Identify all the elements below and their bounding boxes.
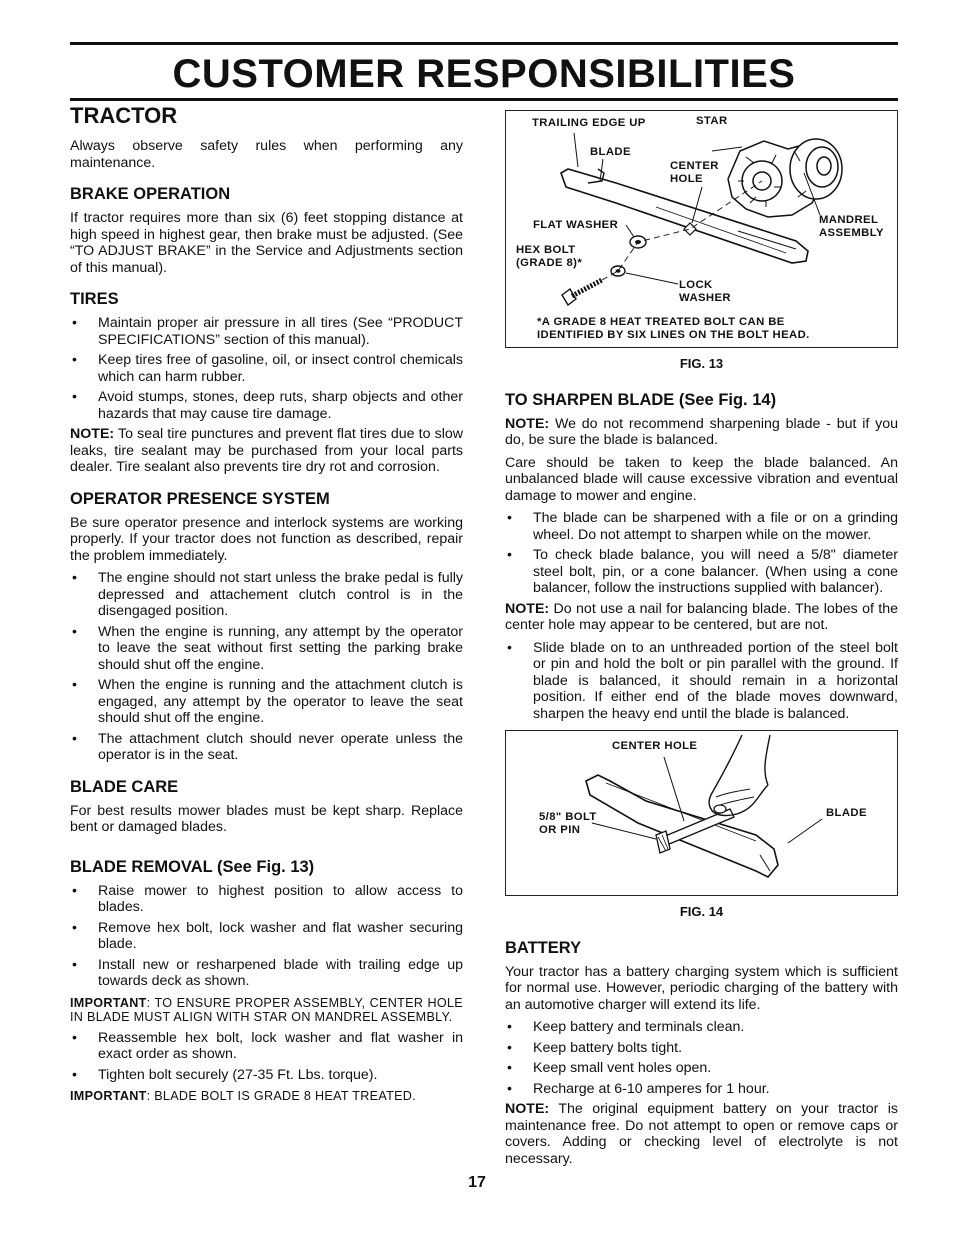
- label-center-hole: CENTER HOLE: [612, 740, 698, 752]
- list-item: • Tighten bolt securely (27-35 Ft. Lbs. torque).: [70, 1067, 463, 1084]
- note-text: We do not recommend sharpening blade - but if you do, be sure the blade is balanced.: [505, 415, 898, 448]
- sharpen-list-2: [505, 640, 898, 723]
- title-rule: [70, 98, 898, 101]
- label-mandrel-2: ASSEMBLY: [819, 227, 884, 239]
- list-item: • Keep battery and terminals clean.: [505, 1019, 898, 1036]
- figure-14: [505, 730, 898, 896]
- note-text: To seal tire punctures and prevent flat tires due to slow leaks, tire sealant may be purchased from your local parts dealer. Tire sealant also prevents tire dry rot and corrosion.: [70, 426, 463, 475]
- note-label: NOTE:: [505, 415, 550, 432]
- list-item: • The attachment clutch should never operate unless the operator is in the seat.: [70, 731, 463, 764]
- label-trailing-edge: TRAILING EDGE UP: [532, 117, 646, 129]
- figure-13-caption: FIG. 13: [679, 356, 724, 371]
- important-label: IMPORTANT: [70, 1089, 147, 1103]
- top-rule: [70, 42, 898, 45]
- list-item: • Maintain proper air pressure in all tires (See “PRODUCT SPECIFICATIONS” section of this manual).: [70, 315, 463, 348]
- battery-note: [505, 1101, 898, 1167]
- label-center-hole-1: CENTER: [670, 160, 719, 172]
- label-hex-bolt-2: (GRADE 8)*: [516, 257, 583, 269]
- blade-care-text: For best results mower blades must be kept sharp. Replace bent or damaged blades.: [70, 802, 463, 835]
- label-blade: BLADE: [826, 807, 867, 819]
- list-item: • Slide blade on to an unthreaded portion of the steel bolt or pin and hold the bolt or pin parallel with the ground. If blade is balanced, it should remain in a horizontal position. If either end of the blade moves downward, sharpen the heavy end until the blade is balanced.: [505, 640, 898, 723]
- label-mandrel-1: MANDREL: [819, 214, 879, 226]
- list-item: • Keep battery bolts tight.: [505, 1040, 898, 1057]
- ops-list: [70, 570, 463, 764]
- heading-battery: BATTERY: [505, 938, 582, 957]
- list-item: • Keep tires free of gasoline, oil, or insect control chemicals which can harm rubber.: [70, 352, 463, 385]
- battery-list: [505, 1019, 898, 1097]
- label-hex-bolt-1: HEX BOLT: [516, 244, 576, 256]
- heading-blade-care: BLADE CARE: [70, 777, 179, 796]
- label-blade: BLADE: [590, 146, 631, 158]
- note-label: NOTE:: [505, 1101, 550, 1117]
- sharpen-note-2: [505, 601, 898, 634]
- list-item: • Reassemble hex bolt, lock washer and flat washer in exact order as shown.: [70, 1030, 463, 1063]
- heading-brake-operation: BRAKE OPERATION: [70, 185, 231, 203]
- heading-blade-removal: BLADE REMOVAL (See Fig. 13): [70, 857, 315, 876]
- heading-sharpen-blade: TO SHARPEN BLADE (See Fig. 14): [505, 390, 777, 409]
- label-lock-washer-1: LOCK: [679, 279, 713, 291]
- list-item: • The blade can be sharpened with a file or on a grinding wheel. Do not attempt to sharpen while on the mower.: [505, 510, 898, 543]
- figure-14-caption: FIG. 14: [679, 904, 724, 919]
- right-column: [505, 110, 898, 1173]
- section-title-tractor: TRACTOR: [70, 103, 178, 128]
- page-number: 17: [468, 1174, 486, 1191]
- important-assembly: [70, 996, 463, 1024]
- label-center-hole-2: HOLE: [670, 173, 703, 185]
- note-text: The original equipment battery on your tractor is maintenance free. Do not attempt to open or remove caps or covers. Adding or checking level of electrolyte is not necessary.: [505, 1101, 898, 1167]
- page-title: CUSTOMER RESPONSIBILITIES: [172, 52, 796, 96]
- list-item: • When the engine is running, any attempt by the operator to leave the seat without first setting the parking brake should shut off the engine.: [70, 624, 463, 674]
- heading-tires: TIRES: [70, 290, 119, 308]
- sharpen-text: Care should be taken to keep the blade balanced. An unbalanced blade will cause excessive vibration and eventual damage to mower and engine.: [505, 454, 898, 504]
- footnote-line-2: IDENTIFIED BY SIX LINES ON THE BOLT HEAD.: [537, 329, 810, 341]
- label-flat-washer: FLAT WASHER: [533, 219, 619, 231]
- battery-text: Your tractor has a battery charging system which is sufficient for normal use. However, periodic charging of the battery with an automotive charger will extend its life.: [505, 963, 898, 1013]
- list-item: • To check blade balance, you will need a 5/8" diameter steel bolt, pin, or a cone balancer. (When using a cone balancer, follow the instructions supplied with balancer).: [505, 547, 898, 597]
- label-star: STAR: [696, 115, 728, 127]
- removal-list: [70, 883, 463, 990]
- list-item: • Remove hex bolt, lock washer and flat washer securing blade.: [70, 920, 463, 953]
- important-grade8: [70, 1089, 463, 1103]
- list-item: • Install new or resharpened blade with trailing edge up towards deck as shown.: [70, 957, 463, 990]
- left-column: [70, 104, 463, 1109]
- footnote-line-1: *A GRADE 8 HEAT TREATED BOLT CAN BE: [537, 316, 785, 328]
- sharpen-list: [505, 510, 898, 597]
- list-item: • Recharge at 6-10 amperes for 1 hour.: [505, 1081, 898, 1098]
- removal-list-2: [70, 1030, 463, 1084]
- intro-text: Always observe safety rules when performing any maintenance.: [70, 138, 463, 171]
- tires-list: [70, 315, 463, 422]
- list-item: • When the engine is running and the attachment clutch is engaged, any attempt by the operator to leave the seat should shut off the engine.: [70, 677, 463, 727]
- figure-13: [505, 110, 898, 348]
- label-bolt-2: OR PIN: [539, 824, 581, 836]
- note-label: NOTE:: [505, 600, 550, 617]
- list-item: • Raise mower to highest position to allow access to blades.: [70, 883, 463, 916]
- important-label: IMPORTANT: [70, 995, 147, 1010]
- note-text: Do not use a nail for balancing blade. The lobes of the center hole may appear to be centered, but are not.: [505, 600, 898, 633]
- label-bolt-1: 5/8" BOLT: [539, 811, 597, 823]
- important-text: : BLADE BOLT IS GRADE 8 HEAT TREATED.: [146, 1089, 416, 1103]
- heading-operator-presence: OPERATOR PRESENCE SYSTEM: [70, 489, 330, 508]
- label-lock-washer-2: WASHER: [679, 292, 731, 304]
- list-item: • Avoid stumps, stones, deep ruts, sharp objects and other hazards that may cause tire damage.: [70, 389, 463, 422]
- list-item: • Keep small vent holes open.: [505, 1060, 898, 1077]
- note-label: NOTE:: [70, 426, 115, 442]
- sharpen-note-1: [505, 416, 898, 449]
- tires-note: [70, 426, 463, 476]
- ops-text: Be sure operator presence and interlock systems are working properly. If your tractor does not function as described, repair the problem immediately.: [70, 514, 463, 564]
- list-item: • The engine should not start unless the brake pedal is fully depressed and attachement clutch control is in the disengaged position.: [70, 570, 463, 620]
- important-text: : TO ENSURE PROPER ASSEMBLY, CENTER HOLE IN BLADE MUST ALIGN WITH STAR ON MANDREL ASSEMBLY.: [70, 995, 463, 1024]
- brake-text: If tractor requires more than six (6) feet stopping distance at high speed in highest gear, then brake must be adjusted. (See “TO ADJUST BRAKE” in the Service and Adjustments section of this manual).: [70, 210, 463, 276]
